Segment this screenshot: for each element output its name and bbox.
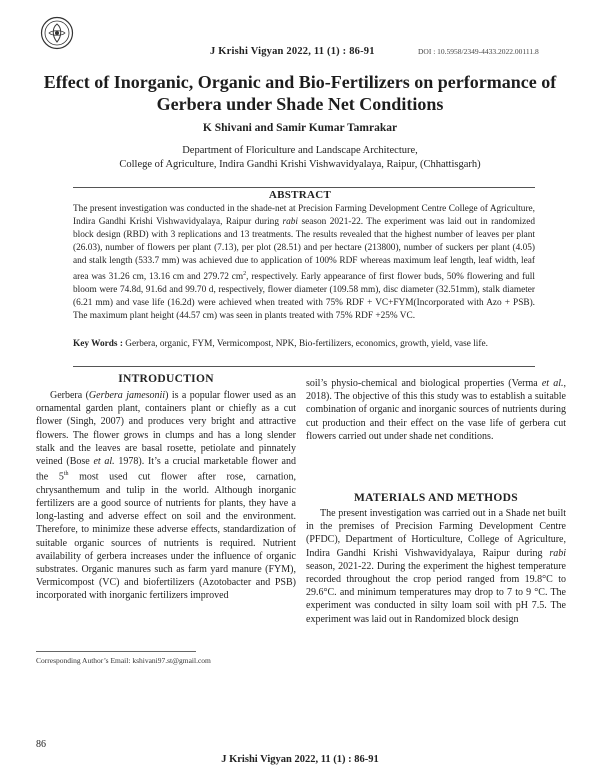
affiliation-line-1: Department of Floriculture and Landscape Architecture,	[182, 145, 418, 156]
corresponding-author-email: Corresponding Author’s Email: kshivani97.st@gmail.com	[36, 656, 211, 665]
abstract-bottom-rule	[73, 366, 535, 367]
doi-text: DOI : 10.5958/2349-4433.2022.00111.8	[418, 47, 539, 56]
abstract-body: The present investigation was conducted in the shade-net at Precision Farming Development Centre College of Agriculture, Indira Gandhi Krishi Vishwavidyalaya, Raipur during rabi season 2021-22. The experiment was laid out in randomized block design (RBD) with 3 replications and 13 treatments. The results revealed that the highest number of leaves per plant (26.03), number of flowers per plant (7.13), per plot (28.51) and per hectare (213800), number of suckers per plant (4.05) and stalk length (533.7 mm) was achieved due to application of 100% RDF whereas maximum leaf length, leaf width, leaf area was 31.26 cm, 13.16 cm and 279.72 $cm^2$, respectively. Early appearance of first flower buds, 50% flowering and full bloom were 74.8d, 91.6d and 99.70 d, respectively, flower diameter (109.58 mm), disc diameter (32.51mm), stalk diameter (6.21 mm) and vase life (16.2d) were achieved when treated with 75% RDF + VC+FYM(Incorporated with Azo + PSB). The maximum plant height (44.57 cm) was seen in plants treated with 75% RDF +25% VC.	[73, 204, 535, 322]
introduction-heading: INTRODUCTION	[118, 373, 214, 385]
keywords: Key Words : Gerbera, organic, FYM, Vermicompost, NPK, Bio-fertilizers, economics, growth, yield, vase life.	[73, 339, 488, 349]
introduction-text: Gerbera (Gerbera jamesonii) is a popular flower used as an ornamental garden plant, containers plant or chiefly as a cut flower (Singh, 2007) and produces very bright and attractive flowers. The flower grows in clumps and has a long slender stalk and the leaves are basal rosette, petiolate and pinnately veined (Bose et al. 1978). It’s a crucial marketable flower and the 5th most used cut flower after rose, carnation, chrysanthemum and tulip in the world. Although inorganic fertilizers are a good source of nutrients for plants, they have a long-lasting and adverse effect on soil and the environment. Therefore, to minimize these adverse effects, standardization of suitable organic sources of nutrients is required. Nutrient availability of gerbera increases under the influence of organic substrates. Organic manures such as farm yard manure (FYM), Vermicompost (VC) and biofertilizers (Azotobacter and PSB) incorporated with inorganic fertilizers improved	[36, 390, 296, 602]
footnote-rule	[36, 651, 196, 652]
methods-heading: MATERIALS AND METHODS	[354, 492, 518, 504]
journal-citation-header: J Krishi Vigyan 2022, 11 (1) : 86-91	[210, 46, 375, 57]
affiliation-line-2: College of Agriculture, Indira Gandhi Krishi Vishwavidyalaya, Raipur, (Chhattisgarh)	[119, 159, 481, 170]
introduction-text-continued: soil’s physio-chemical and biological properties (Verma et al., 2018). The objective of this this study was to establish a suitable combination of organic and inorganic sources of nutrients during cut production and their effect on the vase life of gerbera cut flowers carried out under shade net conditions.	[306, 378, 566, 442]
author-list: K Shivani and Samir Kumar Tamrakar	[202, 122, 398, 134]
methods-text: The present investigation was carried out in a Shade net built in the premises of Precision Farming Development Centre (PFDC), Department of Horticulture, College of Agriculture, Indira Gandhi Krishi Vishwavidyalaya, Raipur during rabi season, 2021-22. During the experiment the highest temperature recorded throughout the crop period ranged from 19.8°C to 29.6°C. and minimum temperatures may drop to 7 to 9 °C. The experiment was conducted in silty loam soil with pH 7.5. The experiment was laid out in Randomized block design	[306, 508, 566, 625]
journal-citation-footer: J Krishi Vigyan 2022, 11 (1) : 86-91	[221, 754, 379, 765]
paper-title: Effect of Inorganic, Organic and Bio-Fertilizers on performance of Gerbera under Shade Net Conditions	[43, 72, 557, 114]
page-number: 86	[36, 739, 46, 750]
abstract-top-rule	[73, 187, 535, 188]
abstract-heading: ABSTRACT	[268, 189, 332, 201]
journal-logo-icon	[40, 16, 74, 50]
affiliation	[0, 144, 600, 172]
